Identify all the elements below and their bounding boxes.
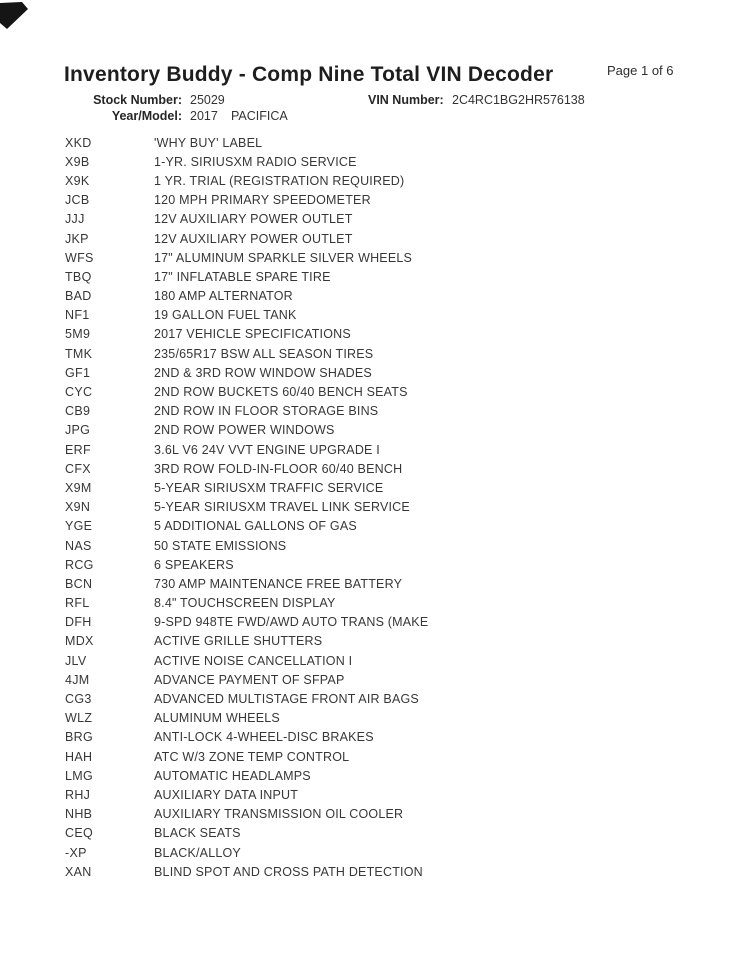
option-row [65,824,685,843]
year-model-label: Year/Model: [111,109,182,123]
option-code: X9M [65,480,92,495]
option-code: JJJ [65,212,85,227]
option-code: MDX [65,634,94,649]
option-description: ACTIVE NOISE CANCELLATION I [154,653,353,668]
option-code: BCN [65,576,93,591]
option-code: NF1 [65,308,90,323]
option-row [65,267,685,286]
model-value: PACIFICA [231,109,288,123]
option-description: 8.4" TOUCHSCREEN DISPLAY [154,596,336,611]
option-code: CB9 [65,404,91,419]
option-code: BAD [65,289,92,304]
scan-artifact-corner-mark [0,0,32,32]
option-description: ANTI-LOCK 4-WHEEL-DISC BRAKES [154,730,374,745]
option-row [65,421,685,440]
option-row [65,805,685,824]
option-code: -XP [65,845,87,860]
option-row [65,498,685,517]
option-row [65,728,685,747]
option-code: JPG [65,423,91,438]
stock-number-label: Stock Number: [93,93,182,107]
option-description: 3.6L V6 24V VVT ENGINE UPGRADE I [154,442,380,457]
option-description: 50 STATE EMISSIONS [154,538,287,553]
option-description: 730 AMP MAINTENANCE FREE BATTERY [154,576,403,591]
option-description: 17" ALUMINUM SPARKLE SILVER WHEELS [154,250,413,265]
option-row [65,210,685,229]
option-row [65,287,685,306]
vin-number-label: VIN Number: [368,93,444,107]
option-description: 1 YR. TRIAL (REGISTRATION REQUIRED) [154,173,405,188]
option-row [65,536,685,555]
option-row [65,325,685,344]
option-code: 5M9 [65,327,91,342]
option-code: TBQ [65,269,92,284]
option-description: ACTIVE GRILLE SHUTTERS [154,634,323,649]
option-description: 6 SPEAKERS [154,557,234,572]
year-value: 2017 [190,109,218,123]
option-description: ADVANCE PAYMENT OF SFPAP [154,672,345,687]
option-description: AUTOMATIC HEADLAMPS [154,768,311,783]
option-code: X9K [65,173,90,188]
vin-number-value: 2C4RC1BG2HR576138 [452,93,585,107]
option-row [65,191,685,210]
option-row [65,670,685,689]
option-code: LMG [65,768,93,783]
option-code: X9N [65,500,91,515]
option-description: 19 GALLON FUEL TANK [154,308,297,323]
option-code: TMK [65,346,93,361]
option-code: XKD [65,135,92,150]
option-description: 'WHY BUY' LABEL [154,135,263,150]
option-row [65,478,685,497]
option-row [65,843,685,862]
option-description: 17" INFLATABLE SPARE TIRE [154,269,331,284]
option-code: JCB [65,193,90,208]
option-description: ADVANCED MULTISTAGE FRONT AIR BAGS [154,692,419,707]
option-description: 2017 VEHICLE SPECIFICATIONS [154,327,351,342]
option-description: 5 ADDITIONAL GALLONS OF GAS [154,519,357,534]
option-row [65,651,685,670]
option-row [65,517,685,536]
option-description: 2ND ROW BUCKETS 60/40 BENCH SEATS [154,385,408,400]
option-description: 120 MPH PRIMARY SPEEDOMETER [154,193,371,208]
option-row [65,747,685,766]
option-description: 1-YR. SIRIUSXM RADIO SERVICE [154,154,357,169]
option-row [65,248,685,267]
option-code: RHJ [65,787,91,802]
option-description: 12V AUXILIARY POWER OUTLET [154,231,353,246]
option-row [65,574,685,593]
option-code: X9B [65,154,90,169]
option-row [65,613,685,632]
option-row [65,440,685,459]
option-row [65,229,685,248]
option-code: NHB [65,807,93,822]
option-codes-list [65,133,685,881]
option-row [65,171,685,190]
option-description: ATC W/3 ZONE TEMP CONTROL [154,749,350,764]
option-row [65,382,685,401]
option-description: BLACK/ALLOY [154,845,241,860]
option-description: 12V AUXILIARY POWER OUTLET [154,212,353,227]
option-code: WFS [65,250,94,265]
option-code: 4JM [65,672,90,687]
option-code: WLZ [65,711,93,726]
option-code: DFH [65,615,92,630]
option-row [65,689,685,708]
option-row [65,402,685,421]
option-code: BRG [65,730,93,745]
option-description: 5-YEAR SIRIUSXM TRAFFIC SERVICE [154,480,384,495]
option-description: 180 AMP ALTERNATOR [154,289,293,304]
option-code: JLV [65,653,87,668]
option-row [65,363,685,382]
option-description: 2ND ROW IN FLOOR STORAGE BINS [154,404,379,419]
option-code: GF1 [65,365,91,380]
option-code: NAS [65,538,92,553]
option-code: YGE [65,519,93,534]
option-row [65,709,685,728]
option-description: 2ND & 3RD ROW WINDOW SHADES [154,365,372,380]
option-code: RCG [65,557,94,572]
option-row [65,152,685,171]
option-code: XAN [65,864,92,879]
option-description: 3RD ROW FOLD-IN-FLOOR 60/40 BENCH [154,461,403,476]
option-code: JKP [65,231,89,246]
option-description: 235/65R17 BSW ALL SEASON TIRES [154,346,374,361]
option-code: CG3 [65,692,92,707]
option-row [65,306,685,325]
option-description: BLACK SEATS [154,826,241,841]
option-row [65,459,685,478]
option-row [65,344,685,363]
option-code: CEQ [65,826,93,841]
option-code: CFX [65,461,91,476]
option-code: CYC [65,385,93,400]
stock-number-value: 25029 [190,93,225,107]
option-row [65,555,685,574]
option-row [65,594,685,613]
option-row [65,862,685,881]
option-description: BLIND SPOT AND CROSS PATH DETECTION [154,864,423,879]
option-row [65,133,685,152]
option-description: AUXILIARY TRANSMISSION OIL COOLER [154,807,404,822]
page-number-indicator: Page 1 of 6 [607,63,674,78]
option-code: RFL [65,596,90,611]
option-code: HAH [65,749,93,764]
option-description: 2ND ROW POWER WINDOWS [154,423,335,438]
option-code: ERF [65,442,91,457]
option-description: 9-SPD 948TE FWD/AWD AUTO TRANS (MAKE [154,615,429,630]
option-description: 5-YEAR SIRIUSXM TRAVEL LINK SERVICE [154,500,410,515]
option-description: ALUMINUM WHEELS [154,711,280,726]
option-row [65,785,685,804]
option-description: AUXILIARY DATA INPUT [154,787,299,802]
option-row [65,632,685,651]
option-row [65,766,685,785]
page-title: Inventory Buddy - Comp Nine Total VIN Decoder [64,63,554,86]
